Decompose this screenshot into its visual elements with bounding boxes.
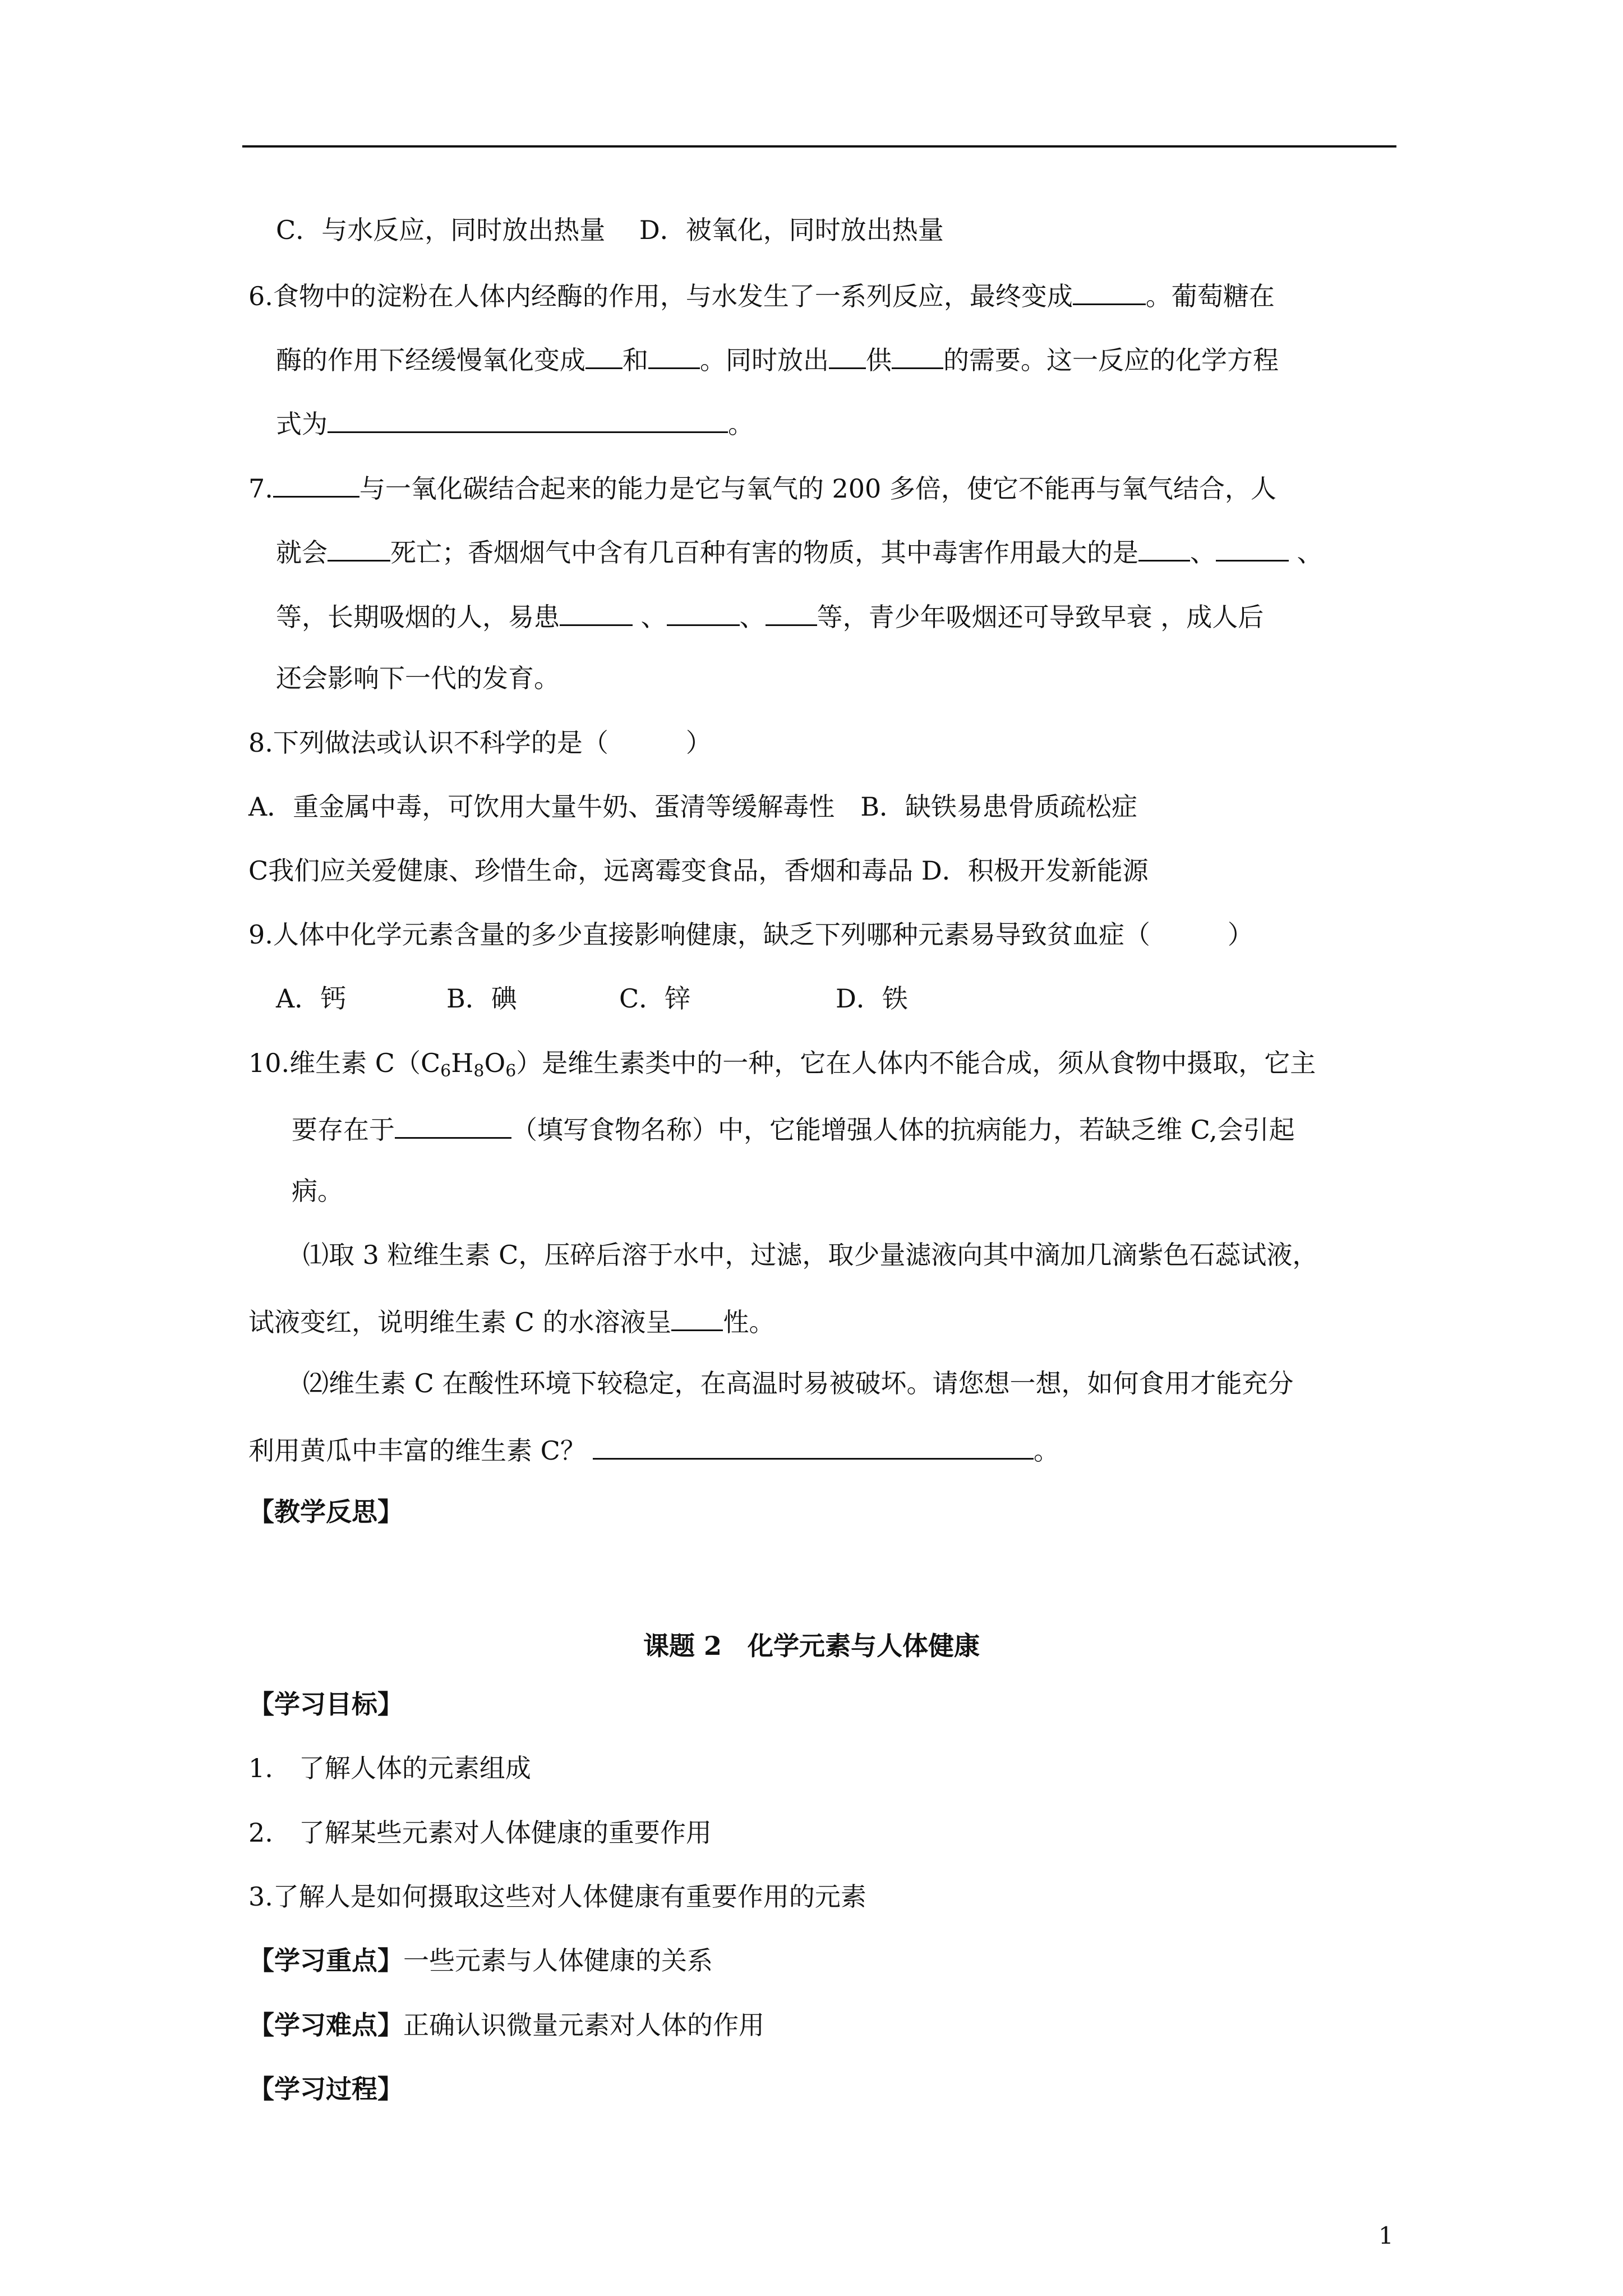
q10-text-a: 10.维生素 C（C bbox=[248, 1048, 441, 1078]
q7-text-b: 与一氧化碳结合起来的能力是它与氧气的 200 多倍，使它不能再与氧气结合，人 bbox=[359, 473, 1276, 504]
q10-sub1-line1: ⑴取 3 粒维生素 C，压碎后溶于水中，过滤，取少量滤液向其中滴加几滴紫色石蕊试液， bbox=[303, 1240, 1318, 1270]
q9-option-a: A．钙 bbox=[276, 983, 347, 1014]
q7-text-g: 等，长期吸烟的人，易患 bbox=[276, 602, 560, 632]
q7-line3 bbox=[276, 599, 1264, 633]
blank bbox=[1138, 534, 1190, 562]
q6-text-d: 和 bbox=[623, 345, 648, 375]
q10-formula-o: O bbox=[484, 1048, 506, 1078]
q8-options-cd: C我们应关爱健康、珍惜生命，远离霉变食品，香烟和毒品 D．积极开发新能源 bbox=[248, 855, 1149, 886]
header-rule bbox=[242, 145, 1396, 148]
q6-text-h: 式为 bbox=[276, 409, 328, 439]
blank bbox=[395, 1111, 511, 1139]
q7-line4: 还会影响下一代的发育。 bbox=[276, 663, 560, 693]
blank bbox=[593, 1432, 1034, 1460]
q6-text-e: 。同时放出 bbox=[700, 345, 829, 375]
blank bbox=[892, 342, 943, 369]
difficult-points-heading: 【学习难点】 bbox=[248, 2010, 403, 2040]
q6-text-c: 酶的作用下经缓慢氧化变成 bbox=[276, 345, 585, 375]
q7-text-f: 、 bbox=[1289, 537, 1323, 568]
q7-text-h: 、 bbox=[633, 602, 667, 632]
q7-line2 bbox=[276, 534, 1323, 568]
q10-line3: 病。 bbox=[292, 1176, 343, 1206]
q8-options-ab: A．重金属中毒，可饮用大量牛奶、蛋清等缓解毒性 B．缺铁易患骨质疏松症 bbox=[248, 792, 1138, 822]
blank bbox=[1216, 534, 1289, 562]
q10-sub1-line2 bbox=[248, 1304, 774, 1338]
teaching-reflection-heading: 【教学反思】 bbox=[248, 1497, 403, 1527]
blank bbox=[1073, 278, 1146, 305]
q7-text-a: 7. bbox=[248, 473, 273, 504]
blank bbox=[328, 534, 390, 562]
q8-stem: 8.下列做法或认识不科学的是（ ） bbox=[248, 728, 712, 758]
blank bbox=[671, 1304, 723, 1331]
subscript: 6 bbox=[505, 1061, 517, 1081]
q10-text-2b: 利用黄瓜中丰富的维生素 C？ bbox=[248, 1435, 586, 1466]
q7-text-j: 等，青少年吸烟还可导致早衰 ，成人后 bbox=[817, 602, 1264, 632]
q10-text-b: ）是维生素类中的一种，它在人体内不能合成，须从食物中摄取，它主 bbox=[516, 1048, 1316, 1078]
q10-line1 bbox=[248, 1047, 1316, 1079]
difficult-points-text: 正确认识微量元素对人体的作用 bbox=[403, 2010, 764, 2040]
blank bbox=[829, 342, 866, 369]
goal-item-1: 1. 了解人体的元素组成 bbox=[248, 1753, 531, 1783]
q7-text-d: 死亡；香烟烟气中含有几百种有害的物质，其中毒害作用最大的是 bbox=[390, 537, 1138, 568]
subscript: 8 bbox=[473, 1061, 485, 1081]
q6-line3 bbox=[276, 406, 754, 440]
q9-option-d: D．铁 bbox=[836, 983, 908, 1014]
q9-option-b: B．碘 bbox=[446, 983, 517, 1014]
q7-text-e: 、 bbox=[1190, 537, 1216, 568]
q5-options-cd: C．与水反应，同时放出热量 D．被氧化，同时放出热量 bbox=[276, 215, 944, 245]
q7-text-c: 就会 bbox=[276, 537, 328, 568]
q9-option-c: C．锌 bbox=[619, 983, 691, 1014]
page-number: 1 bbox=[1378, 2222, 1394, 2249]
q6-line1 bbox=[248, 278, 1275, 312]
q10-sub2-line1: ⑵维生素 C 在酸性环境下较稳定，在高温时易被破坏。请您想一想，如何食用才能充分 bbox=[303, 1368, 1294, 1398]
q7-text-i: 、 bbox=[739, 602, 766, 632]
q6-text-b: 。葡萄糖在 bbox=[1145, 281, 1275, 311]
q6-text-f: 供 bbox=[866, 345, 892, 375]
q10-formula-h: H bbox=[451, 1048, 474, 1078]
goal-item-3: 3.了解人是如何摄取这些对人体健康有重要作用的元素 bbox=[248, 1881, 866, 1912]
learning-goals-heading: 【学习目标】 bbox=[248, 1689, 403, 1719]
q10-sub2-line2 bbox=[248, 1432, 1059, 1466]
q6-line2 bbox=[276, 342, 1279, 376]
q6-text-i: 。 bbox=[728, 409, 754, 439]
q10-text-2c: 。 bbox=[1033, 1435, 1059, 1466]
q10-text-d: （填写食物名称）中，它能增强人体的抗病能力，若缺乏维 C,会引起 bbox=[511, 1115, 1295, 1145]
q10-line2 bbox=[292, 1111, 1295, 1145]
key-points-text: 一些元素与人体健康的关系 bbox=[403, 1945, 713, 1976]
blank bbox=[667, 599, 740, 626]
goal-item-2: 2. 了解某些元素对人体健康的重要作用 bbox=[248, 1818, 712, 1848]
key-points bbox=[248, 1945, 713, 1976]
learning-process-heading: 【学习过程】 bbox=[248, 2074, 403, 2104]
q10-text-1b: 试液变红，说明维生素 C 的水溶液呈 bbox=[248, 1307, 672, 1337]
key-points-heading: 【学习重点】 bbox=[248, 1945, 403, 1976]
lesson-title: 课题 2 化学元素与人体健康 bbox=[643, 1631, 980, 1661]
q10-text-c: 要存在于 bbox=[292, 1115, 395, 1145]
blank bbox=[648, 342, 700, 369]
blank bbox=[273, 470, 359, 498]
difficult-points bbox=[248, 2009, 764, 2041]
blank bbox=[560, 599, 633, 626]
blank bbox=[766, 599, 817, 626]
q6-text-g: 的需要。这一反应的化学方程 bbox=[943, 345, 1279, 375]
blank bbox=[585, 342, 623, 369]
q10-text-1c: 性。 bbox=[723, 1307, 775, 1337]
blank bbox=[328, 406, 728, 433]
q9-stem: 9.人体中化学元素含量的多少直接影响健康，缺乏下列哪种元素易导致贫血症（ ） bbox=[248, 919, 1253, 950]
q6-text-a: 6.食物中的淀粉在人体内经酶的作用，与水发生了一系列反应，最终变成 bbox=[248, 281, 1073, 311]
q7-line1 bbox=[248, 470, 1276, 504]
subscript: 6 bbox=[440, 1061, 451, 1081]
